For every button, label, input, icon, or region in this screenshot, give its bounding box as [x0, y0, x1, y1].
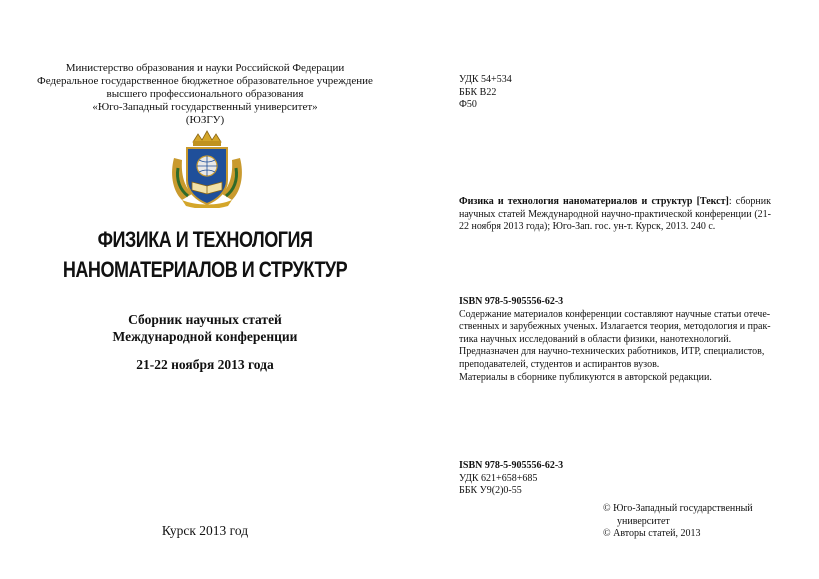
bib-description: : сборник научных статей Международной научно-практической конференции (21-22 ноября 2013 года); Юго-Зап. гос. ун-т. Курск, 2013. 240 с. [459, 196, 771, 232]
copyright-block [603, 503, 803, 541]
ministry-line: высшего профессионального образования [106, 88, 304, 100]
city-year: Курск 2013 год [161, 523, 249, 538]
abstract-line: тика научных исследований в области физики, нанотехнологий. [459, 333, 732, 345]
ministry-line: Министерство образования и науки Российской Федерации [65, 62, 345, 74]
abstract-block [459, 296, 771, 371]
udk-bottom: УДК 621+658+685 [459, 472, 538, 484]
conference-date: 21-22 ноября 2013 года [136, 357, 274, 372]
subtitle-line: Сборник научных статей [128, 312, 282, 327]
author-mark: Ф50 [459, 99, 477, 110]
book-subtitle [0, 311, 410, 345]
editorial-note: Материалы в сборнике публикуются в авторской редакции. [459, 372, 712, 383]
ministry-header [0, 62, 410, 127]
bib-title: Физика и технология наноматериалов и структур [Текст] [459, 196, 729, 207]
isbn-bottom: ISBN 978-5-905556-62-3 [459, 460, 564, 471]
bibliographic-record [459, 196, 771, 234]
bbk-bottom: ББК У9(2)0-55 [459, 485, 522, 496]
isbn: ISBN 978-5-905556-62-3 [459, 296, 564, 307]
coat-of-arms-icon [168, 128, 246, 208]
bbk-code: ББК В22 [459, 86, 497, 98]
book-title [37, 225, 373, 285]
abstract-line: Содержание материалов конференции составляют научные статьи отече- [459, 308, 771, 320]
copyright-line: © Юго-Западный государственный [603, 503, 753, 514]
classification-codes [459, 74, 771, 112]
title-line: ФИЗИКА И ТЕХНОЛОГИЯ [97, 227, 313, 252]
subtitle-line: Международной конференции [112, 329, 298, 344]
title-line: НАНОМАТЕРИАЛОВ И СТРУКТУР [62, 257, 348, 282]
abstract-line: ственных и зарубежных ученых. Излагается теория, методология и прак- [459, 321, 771, 332]
bottom-codes [459, 460, 771, 498]
ministry-line: «Юго-Западный государственный университет» [92, 101, 318, 113]
copyright-line: университет [617, 515, 670, 527]
abstract-line: Предназначен для научно-технических работников, ИТР, специалистов, [459, 346, 765, 357]
udk-code: УДК 54+534 [459, 74, 512, 85]
ministry-line: Федеральное государственное бюджетное образовательное учреждение [37, 75, 373, 87]
abstract-line: преподавателей, студентов и аспирантов вузов. [459, 358, 660, 370]
copyright-line: © Авторы статей, 2013 [603, 528, 701, 539]
ministry-line: (ЮЗГУ) [185, 114, 225, 126]
